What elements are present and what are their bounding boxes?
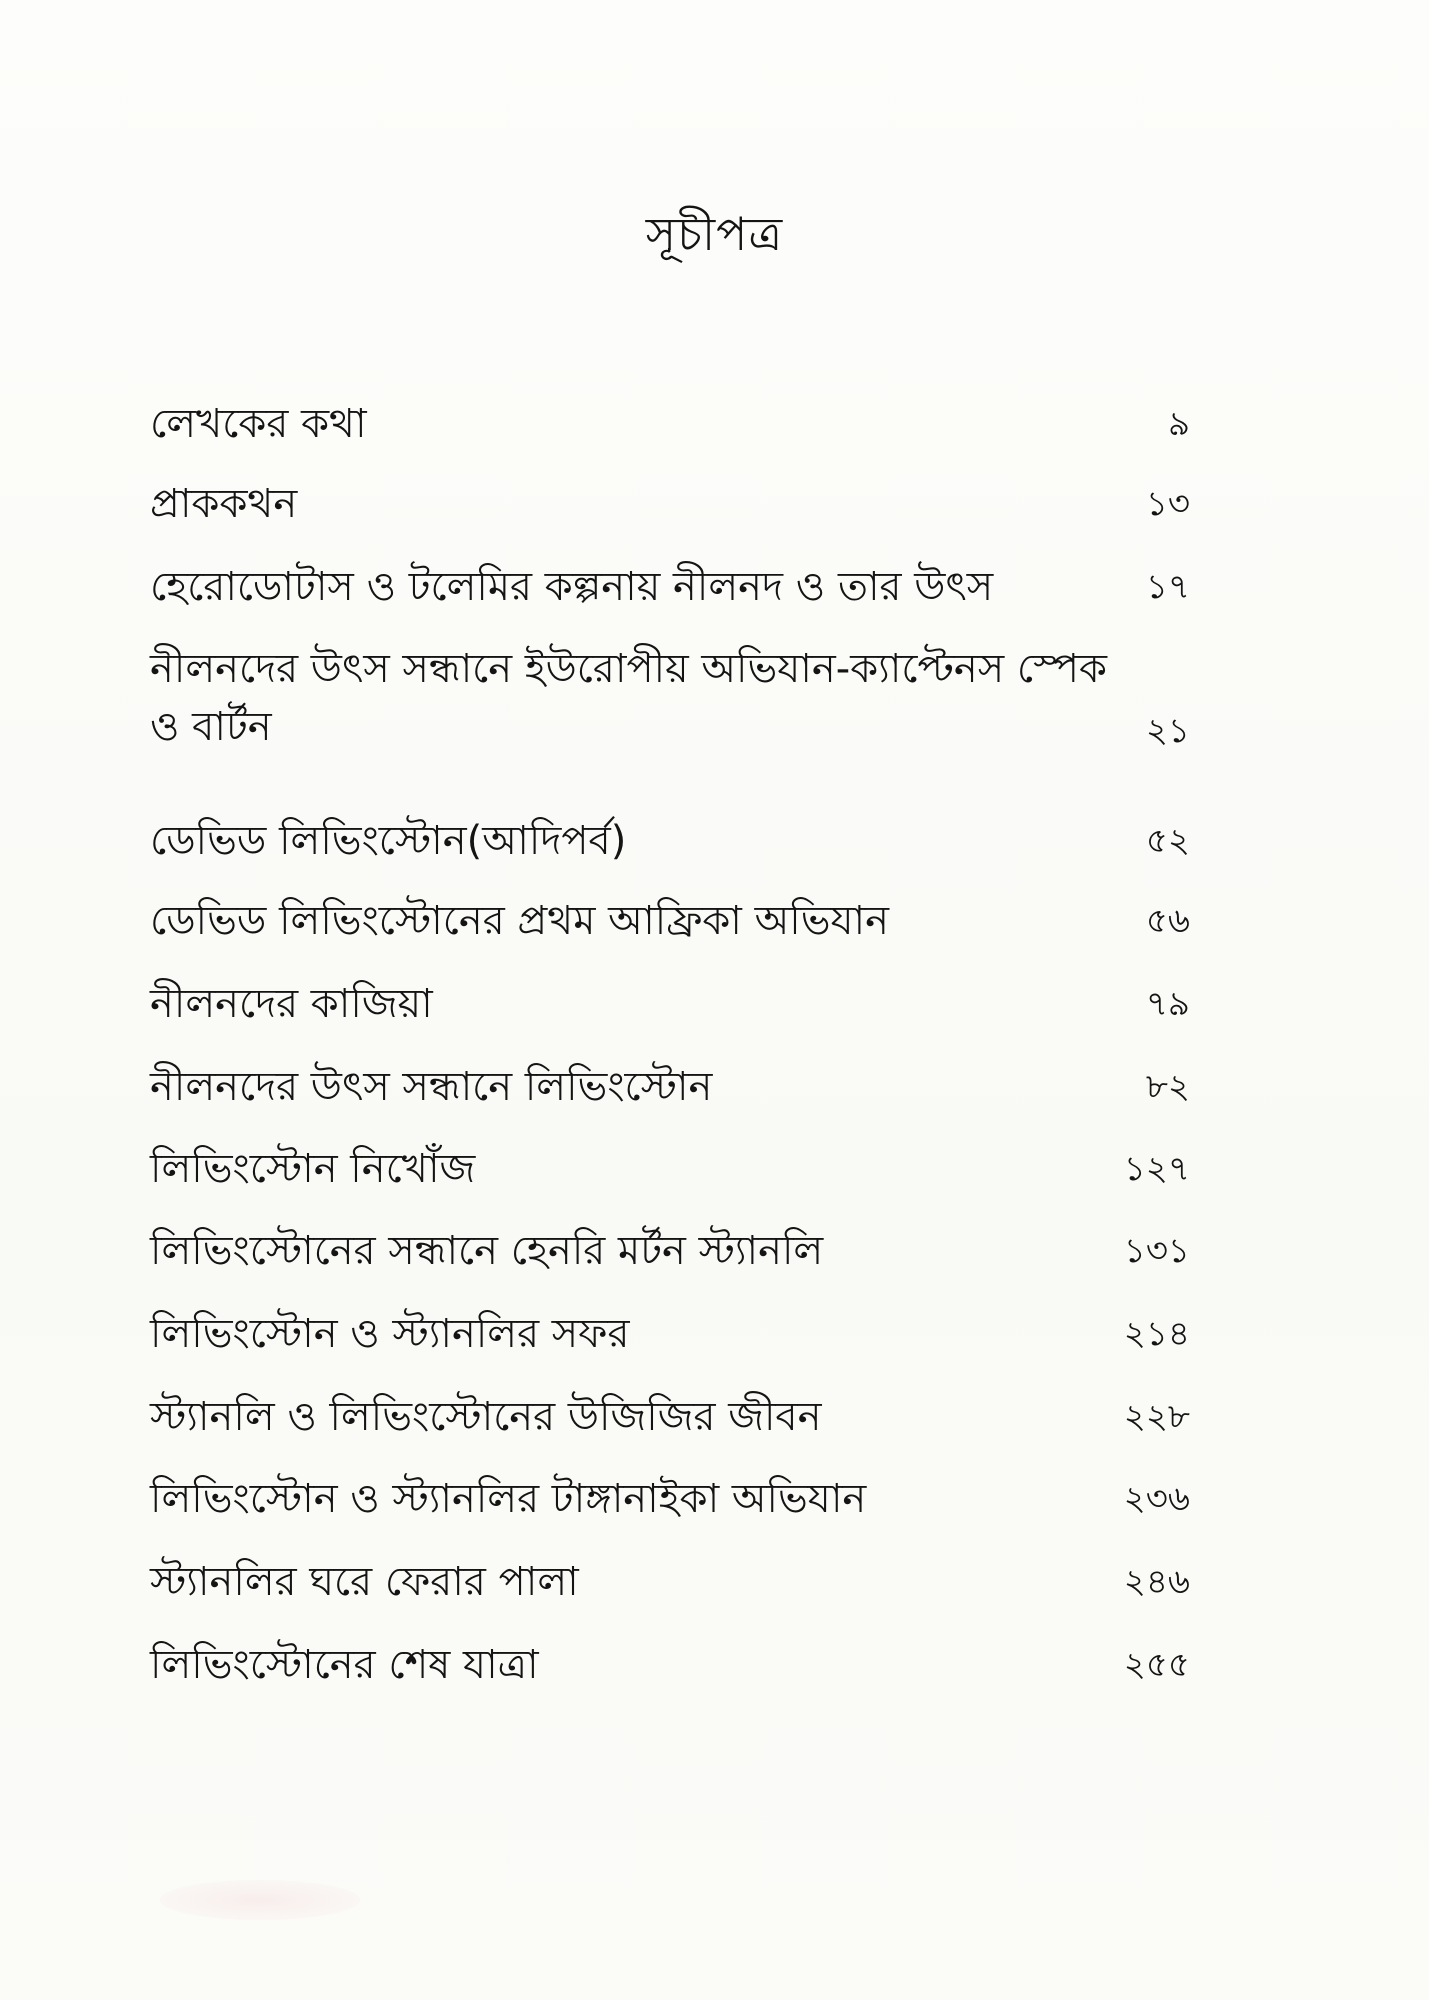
toc-entry: [150, 1305, 1190, 1363]
toc-entry: [150, 1058, 1190, 1116]
toc-entry: [150, 1388, 1190, 1446]
toc-entry-page: ৯: [1167, 404, 1190, 444]
toc-entry-title: স্ট্যানলি ও লিভিংস্টোনের উজিজির জীবন: [150, 1394, 822, 1440]
toc-entry-title: নীলনদের উৎস সন্ধানে লিভিংস্টোন: [150, 1064, 713, 1110]
toc-entry-title: লিভিংস্টোন ও স্ট্যানলির সফর: [150, 1311, 630, 1357]
toc-entry-title: ডেভিড লিভিংস্টোন(আদিপর্ব): [150, 818, 627, 864]
toc-entry-page: ৫২: [1145, 821, 1190, 861]
toc-entry: [150, 975, 1190, 1033]
paper-smudge: [160, 1880, 360, 1920]
toc-entry: [150, 475, 1190, 533]
toc-entry-page: ৮২: [1145, 1067, 1190, 1107]
toc-entry-title: নীলনদের কাজিয়া: [150, 981, 433, 1027]
toc-entry: [150, 1140, 1190, 1198]
toc-entry: [150, 640, 1190, 756]
toc-entry-page: ১৩: [1145, 484, 1190, 524]
toc-entry-page: ২১৪: [1123, 1314, 1190, 1354]
toc-entry-page: ৫৬: [1145, 901, 1190, 941]
toc-entry-title: ডেভিড লিভিংস্টোনের প্রথম আফ্রিকা অভিযান: [150, 898, 890, 944]
toc-entry-page: ১৭: [1145, 567, 1190, 607]
toc-entry-page: ২৪৬: [1123, 1562, 1190, 1602]
toc-entry: [150, 1470, 1190, 1528]
toc-entry: [150, 558, 1190, 616]
toc-entry-title: লিভিংস্টোনের শেষ যাত্রা: [150, 1642, 539, 1688]
toc-entry: [150, 1636, 1190, 1694]
toc-entry-title: প্রাককথন: [150, 481, 298, 527]
toc-entry-page: ২৩৬: [1123, 1479, 1190, 1519]
toc-entry-page: ১৩১: [1123, 1231, 1190, 1271]
toc-entry-title: স্ট্যানলির ঘরে ফেরার পালা: [150, 1559, 579, 1605]
page-title: সূচীপত্র: [645, 207, 784, 261]
toc-entry: [150, 1553, 1190, 1611]
toc-entry: [150, 812, 1190, 870]
toc-entry-page: ২৫৫: [1123, 1645, 1190, 1685]
toc-entry-page: ২১: [1145, 711, 1190, 751]
toc-entry: [150, 892, 1190, 950]
toc-entry-title: লেখকের কথা: [150, 401, 367, 447]
toc-entry-page: ১২৭: [1123, 1149, 1190, 1189]
toc-entry-title: লিভিংস্টোন নিখোঁজ: [150, 1146, 476, 1192]
toc-entry: [150, 1222, 1190, 1280]
toc-entry: [150, 395, 1190, 453]
toc-entry-page: ৭৯: [1145, 984, 1190, 1024]
toc-entry-title: লিভিংস্টোন ও স্ট্যানলির টাঙ্গানাইকা অভিযান: [150, 1476, 867, 1522]
toc-entry-page: ২২৮: [1123, 1397, 1190, 1437]
toc-entry-title: লিভিংস্টোনের সন্ধানে হেনরি মর্টন স্ট্যানলি: [150, 1228, 824, 1274]
toc-entry-title: হেরোডোটাস ও টলেমির কল্পনায় নীলনদ ও তার উৎস: [150, 564, 994, 610]
toc-entry-title: নীলনদের উৎস সন্ধানে ইউরোপীয় অভিযান-ক্যাপ্টেনস স্পেক ও বার্টন: [150, 646, 1108, 750]
